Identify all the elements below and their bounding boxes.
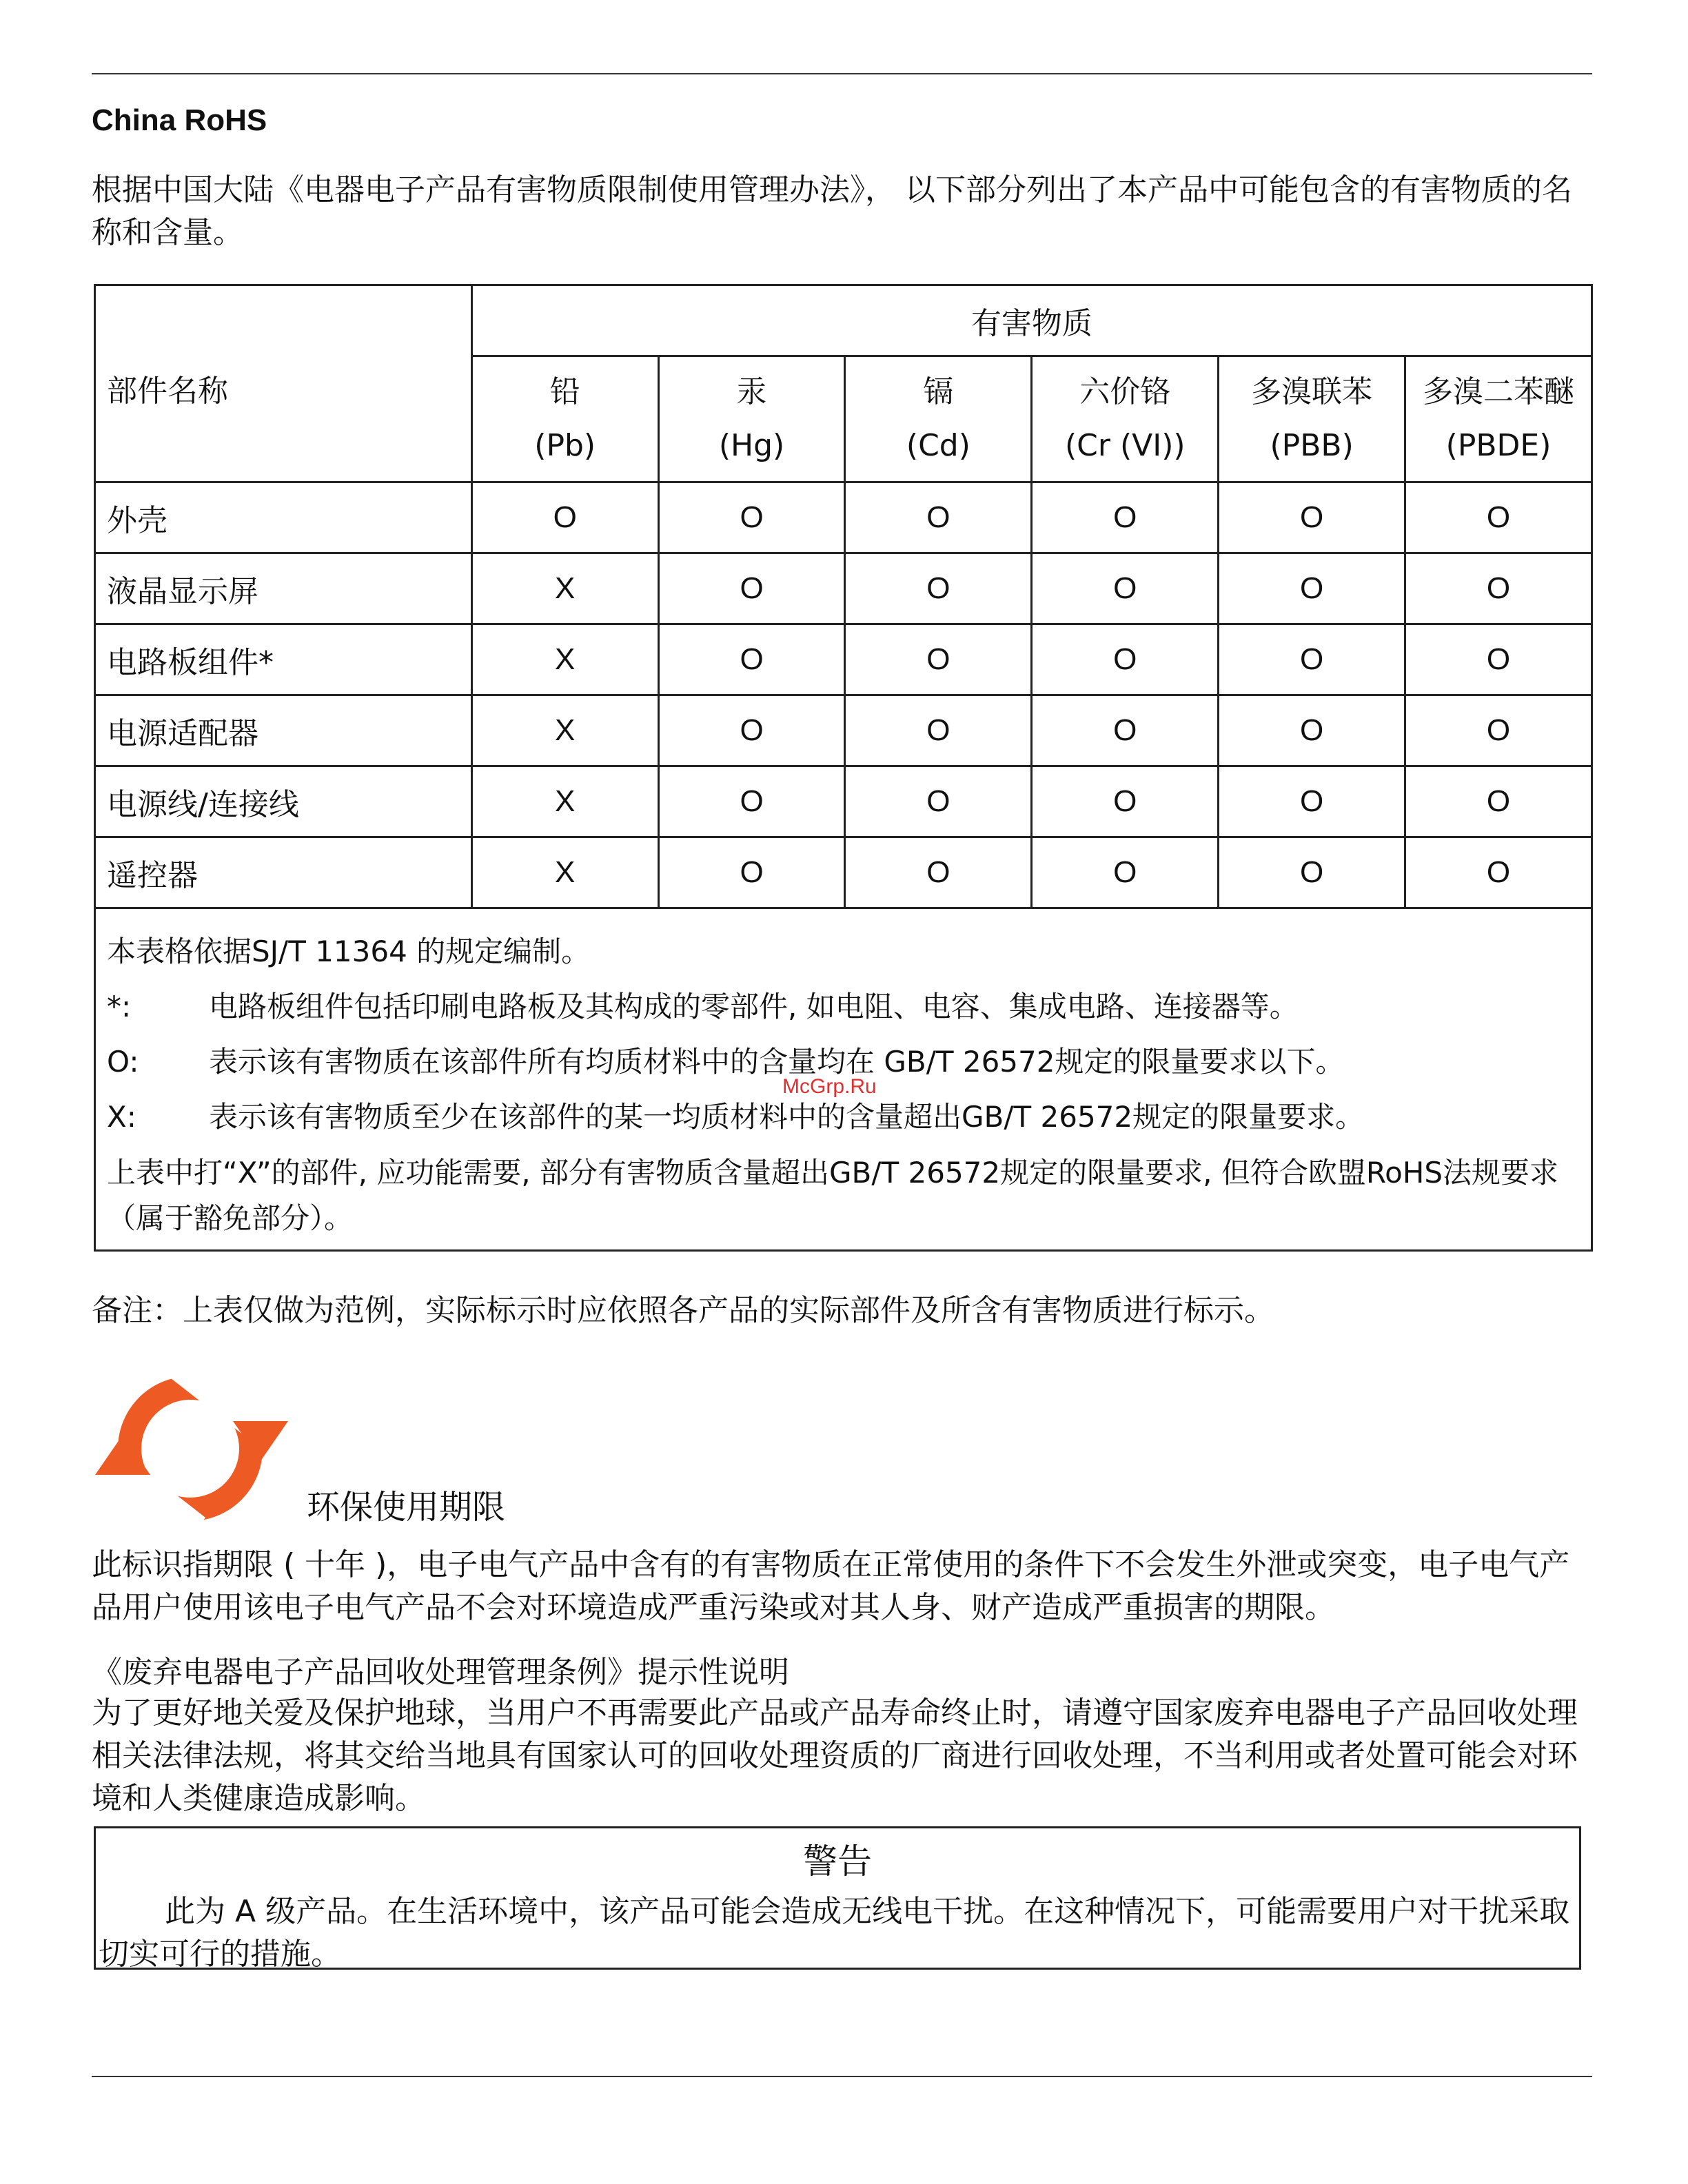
substance-mark: O [471, 482, 658, 553]
substance-mark: O [1405, 695, 1592, 766]
substance-name: 镉 [923, 374, 954, 409]
table-row [95, 837, 1592, 908]
substance-symbol: (Hg) [718, 428, 785, 463]
substance-mark: O [1405, 553, 1592, 624]
note-text: 表示该有害物质在该部件所有均质材料中的含量均在 GB/T 26572规定的限量要求以下。 [209, 1045, 1345, 1079]
substance-mark: X [471, 695, 658, 766]
substance-mark: O [845, 553, 1032, 624]
weee-text: 为了更好地关爱及保护地球，当用户不再需要此产品或产品寿命终止时，请遵守国家废弃电器电子产品回收处理相关法律法规，将其交给当地具有国家认可的回收处理资质的厂商进行回收处理，不当利用或者处置可能会对环境和人类健康造成影响。 [92, 1695, 1578, 1816]
substance-mark: X [471, 553, 658, 624]
substance-mark: O [658, 695, 845, 766]
substance-name: 六价铬 [1079, 374, 1171, 409]
substance-mark: X [471, 624, 658, 695]
substance-mark: O [658, 837, 845, 908]
part-name: 外壳 [95, 482, 472, 553]
substance-mark: O [658, 624, 845, 695]
part-name-header: 部件名称 [95, 285, 472, 482]
part-name: 遥控器 [95, 837, 472, 908]
substance-mark: O [1032, 695, 1219, 766]
substance-mark: O [1405, 624, 1592, 695]
substance-mark: O [1405, 482, 1592, 553]
substance-header-lead [471, 356, 658, 482]
intro-paragraph: 根据中国大陆《电器电子产品有害物质限制使用管理办法》， 以下部分列出了本产品中可能包含的有害物质的名称和含量。 [92, 172, 1572, 250]
note-symbol: *: [107, 990, 132, 1023]
substance-mark: O [845, 624, 1032, 695]
substance-mark: X [471, 766, 658, 837]
substance-mark: O [658, 482, 845, 553]
substance-mark: X [471, 837, 658, 908]
substance-header-pbde [1405, 356, 1592, 482]
part-name: 液晶显示屏 [95, 553, 472, 624]
substance-mark: O [1032, 482, 1219, 553]
bottom-rule [92, 2076, 1592, 2077]
substance-mark: O [845, 837, 1032, 908]
substance-symbol: (Pb) [534, 428, 596, 463]
substance-name: 汞 [736, 374, 767, 409]
substance-header-mercury [658, 356, 845, 482]
substance-mark: O [1032, 624, 1219, 695]
substance-mark: O [1219, 837, 1405, 908]
substance-symbol: (PBDE) [1445, 428, 1552, 463]
page-heading: China RoHS [92, 103, 267, 137]
substance-mark: O [658, 553, 845, 624]
substance-mark: O [1219, 482, 1405, 553]
watermark: McGrp.Ru [782, 1075, 877, 1098]
note-asterisk [107, 979, 1578, 1034]
substance-mark: O [1219, 624, 1405, 695]
note-symbol: O: [107, 1045, 139, 1079]
logo-gap-top [165, 1371, 295, 1459]
substance-mark: O [1405, 766, 1592, 837]
note-text: 表示该有害物质至少在该部件的某一均质材料中的含量超出GB/T 26572规定的限量要求。 [209, 1100, 1365, 1134]
substance-mark: O [658, 766, 845, 837]
substance-symbol: (Cr (VI)) [1065, 428, 1186, 463]
substance-mark: O [1032, 766, 1219, 837]
top-rule [92, 73, 1592, 74]
substance-mark: O [1032, 837, 1219, 908]
warning-box [94, 1826, 1581, 1970]
warning-title: 警告 [803, 1841, 872, 1881]
substance-symbol: (Cd) [906, 428, 970, 463]
substance-name: 铅 [549, 374, 580, 409]
weee-title: 《废弃电器电子产品回收处理管理条例》提示性说明 [92, 1655, 789, 1690]
recycle-period-logo [95, 1371, 295, 1523]
substance-header-chromium [1032, 356, 1219, 482]
substance-header-cadmium [845, 356, 1032, 482]
substance-name: 多溴联苯 [1251, 374, 1373, 409]
eco-period-text: 此标识指期限 ( 十年 )，电子电气产品中含有的有害物质在正常使用的条件下不会发生外泄或突变，电子电气产品用户使用该电子电气产品不会对环境造成严重污染或对其人身、财产造成严重损害的期限。 [92, 1547, 1570, 1625]
note-symbol: X: [107, 1100, 136, 1134]
substance-name: 多溴二苯醚 [1423, 374, 1575, 409]
table-row [95, 624, 1592, 695]
part-name: 电源线/连接线 [95, 766, 472, 837]
part-name: 电源适配器 [95, 695, 472, 766]
rohs-table [94, 284, 1593, 1252]
substance-mark: O [1219, 553, 1405, 624]
substance-mark: O [1219, 695, 1405, 766]
table-row [95, 553, 1592, 624]
note-basis: 本表格依据SJ/T 11364 的规定编制。 [107, 935, 591, 968]
substance-mark: O [845, 482, 1032, 553]
note-text: 电路板组件包括印刷电路板及其构成的零部件, 如电阻、电容、集成电路、连接器等。 [209, 990, 1299, 1023]
table-row [95, 695, 1592, 766]
warning-text: 此为 A 级产品。在生活环境中，该产品可能会造成无线电干扰。在这种情况下，可能需要用户对干扰采取切实可行的措施。 [99, 1894, 1570, 1972]
substance-mark: O [1032, 553, 1219, 624]
substance-mark: O [845, 766, 1032, 837]
note-exemption: 上表中打“X”的部件, 应功能需要, 部分有害物质含量超出GB/T 26572规定的限量要求, 但符合欧盟RoHS法规要求（属于豁免部分）。 [107, 1156, 1559, 1235]
substance-mark: O [1405, 837, 1592, 908]
part-name: 电路板组件* [95, 624, 472, 695]
table-row [95, 482, 1592, 553]
substance-mark: O [1219, 766, 1405, 837]
substance-header-pbb [1219, 356, 1405, 482]
substance-mark: O [845, 695, 1032, 766]
remark: 备注：上表仅做为范例，实际标示时应依照各产品的实际部件及所含有害物质进行标示。 [92, 1293, 1274, 1328]
table-row [95, 766, 1592, 837]
substance-symbol: (PBB) [1270, 428, 1354, 463]
eco-period-title: 环保使用期限 [307, 1488, 506, 1527]
hazardous-substances-header: 有害物质 [471, 285, 1592, 356]
